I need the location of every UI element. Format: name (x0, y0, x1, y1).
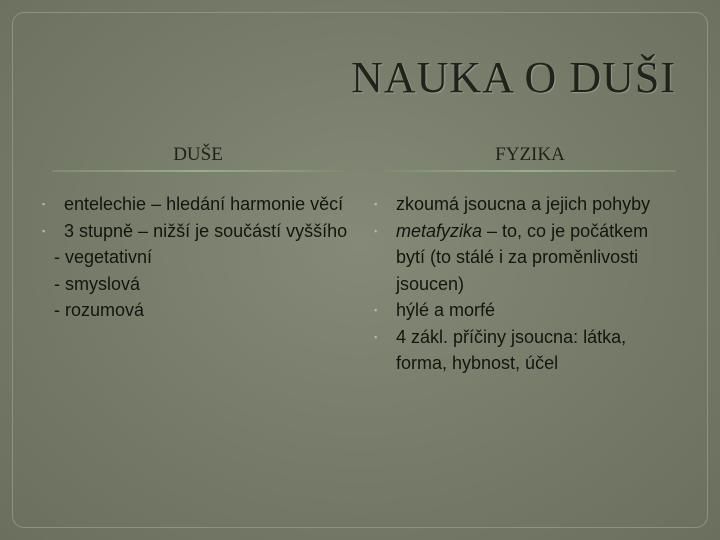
sub-list-item: - smyslová (54, 273, 141, 294)
right-column-heading: FYZIKA (495, 144, 565, 165)
bullet-icon: ▪ (374, 305, 378, 315)
right-heading-underline (384, 170, 676, 172)
list-item-text: hýlé a morfé (396, 300, 496, 320)
list-item-text: entelechie – hledání harmonie věcí (64, 194, 344, 214)
list-item-rest: – to, co je počátkem bytí (to stálé i za proměnlivosti jsoucen) (396, 220, 649, 294)
bullet-icon: ▪ (374, 225, 378, 236)
bullet-icon: ▪ (374, 199, 378, 209)
list-item-text (396, 218, 682, 298)
slide-title: NAUKA O DUŠI (351, 53, 676, 102)
emphasized-term: metafyzika (396, 220, 483, 241)
list-item (20, 191, 350, 218)
list-item (352, 324, 682, 377)
list-item-text: 3 stupně – nižší je součástí vyššího (64, 220, 348, 241)
bullet-icon: ▪ (42, 199, 46, 209)
left-column-heading: DUŠE (173, 144, 223, 165)
bullet-icon: ▪ (42, 225, 46, 236)
bullet-icon: ▪ (374, 331, 378, 342)
left-heading-underline (52, 170, 344, 172)
sub-list-item: - rozumová (54, 300, 145, 320)
sub-list-item: - vegetativní (54, 247, 153, 267)
list-item (352, 297, 682, 324)
left-column (20, 191, 350, 324)
list-item-text: zkoumá jsoucna a jejich pohyby (396, 194, 651, 214)
list-item-text: 4 zákl. příčiny jsoucna: látka, forma, hybnost, účel (396, 326, 627, 373)
list-item (20, 218, 350, 245)
list-item (352, 191, 682, 218)
list-item (352, 218, 682, 298)
right-column (352, 191, 682, 377)
